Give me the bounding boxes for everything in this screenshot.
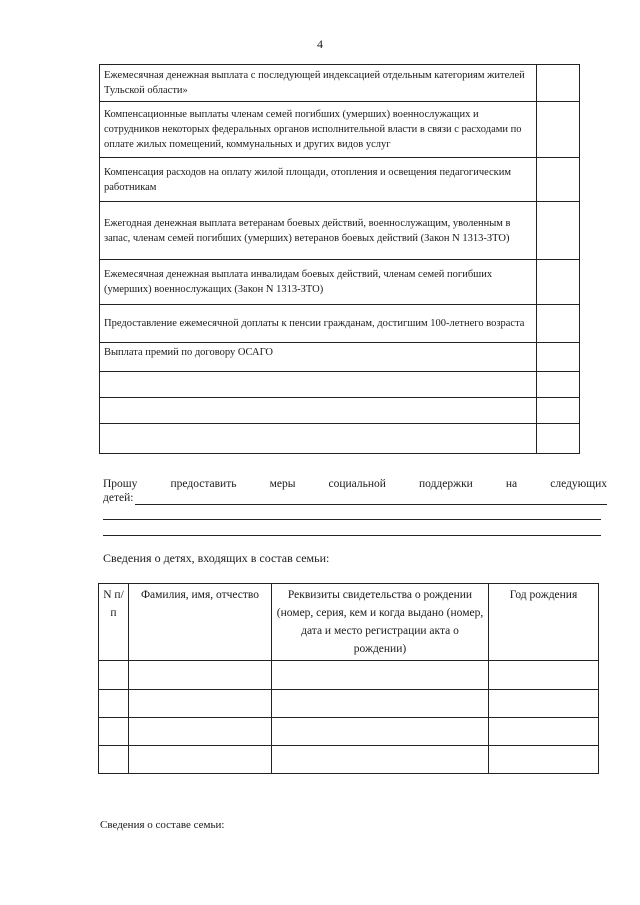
children-fill-line[interactable]: [135, 492, 607, 505]
request-word: на: [505, 478, 518, 490]
benefit-row: [100, 65, 580, 102]
benefit-mark-cell[interactable]: [537, 260, 580, 305]
table-cell[interactable]: [99, 746, 129, 774]
benefit-description: Выплата премий по договору ОСАГО: [100, 343, 537, 372]
request-word: социальной: [328, 478, 386, 490]
benefit-row: [100, 202, 580, 260]
benefit-description: Компенсационные выплаты членам семей погибших (умерших) военнослужащих и сотрудников некоторых федеральных органов исполнительной власти в связи с расходами по оплате жилых помещений, коммунальных и других видов услуг: [100, 102, 537, 158]
request-children-label: детей:: [103, 492, 134, 504]
benefit-row: [100, 424, 580, 454]
benefit-description[interactable]: [100, 398, 537, 424]
table-row: [99, 661, 599, 690]
request-word: меры: [269, 478, 296, 490]
children-heading: Сведения о детях, входящих в состав семьи:: [103, 551, 330, 565]
family-heading: Сведения о составе семьи:: [100, 819, 225, 831]
request-word: поддержки: [419, 478, 473, 490]
table-cell[interactable]: [489, 746, 599, 774]
table-cell[interactable]: [129, 746, 272, 774]
column-header-full-name: Фамилия, имя, отчество: [129, 584, 272, 661]
table-cell[interactable]: [272, 661, 489, 690]
table-cell[interactable]: [99, 690, 129, 718]
benefit-mark-cell[interactable]: [537, 372, 580, 398]
column-header-number: N п/п: [99, 584, 129, 661]
request-paragraph: [103, 478, 607, 505]
benefit-mark-cell[interactable]: [537, 202, 580, 260]
table-row: [99, 746, 599, 774]
request-word: Прошу: [103, 478, 138, 490]
blank-fill-line[interactable]: [103, 519, 601, 520]
children-table: [98, 583, 599, 774]
benefit-mark-cell[interactable]: [537, 343, 580, 372]
page-number: 4: [317, 37, 323, 51]
table-cell[interactable]: [129, 690, 272, 718]
benefit-row: [100, 158, 580, 202]
benefit-row: [100, 343, 580, 372]
table-cell[interactable]: [272, 718, 489, 746]
table-cell[interactable]: [129, 661, 272, 690]
benefit-mark-cell[interactable]: [537, 102, 580, 158]
table-cell[interactable]: [99, 661, 129, 690]
request-line: [103, 492, 607, 505]
benefits-table: [99, 64, 580, 454]
benefit-description: Предоставление ежемесячной доплаты к пенсии гражданам, достигшим 100-летнего возраста: [100, 305, 537, 343]
benefit-mark-cell[interactable]: [537, 398, 580, 424]
benefit-row: [100, 398, 580, 424]
column-header-birth-certificate: Реквизиты свидетельства о рождении (номер, серия, кем и когда выдано (номер, дата и место регистрации акта о рождении): [272, 584, 489, 661]
benefit-row: [100, 305, 580, 343]
request-line: [103, 478, 607, 490]
table-cell[interactable]: [99, 718, 129, 746]
benefit-row: [100, 102, 580, 158]
benefit-row: [100, 372, 580, 398]
benefit-mark-cell[interactable]: [537, 424, 580, 454]
table-cell[interactable]: [272, 746, 489, 774]
table-cell[interactable]: [489, 690, 599, 718]
benefit-description: Ежемесячная денежная выплата инвалидам боевых действий, членам семей погибших (умерших) военнослужащих (Закон N 1313-ЗТО): [100, 260, 537, 305]
column-header-birth-year: Год рождения: [489, 584, 599, 661]
table-cell[interactable]: [129, 718, 272, 746]
benefit-mark-cell[interactable]: [537, 65, 580, 102]
request-word: следующих: [550, 478, 607, 490]
benefit-description[interactable]: [100, 424, 537, 454]
benefit-description: Компенсация расходов на оплату жилой площади, отопления и освещения педагогическим работникам: [100, 158, 537, 202]
table-cell[interactable]: [489, 718, 599, 746]
children-header-row: [99, 584, 599, 661]
benefit-description[interactable]: [100, 372, 537, 398]
table-row: [99, 690, 599, 718]
benefit-mark-cell[interactable]: [537, 305, 580, 343]
benefit-mark-cell[interactable]: [537, 158, 580, 202]
table-row: [99, 718, 599, 746]
benefit-description: Ежемесячная денежная выплата с последующей индексацией отдельным категориям жителей Тульской области»: [100, 65, 537, 102]
request-word: предоставить: [170, 478, 237, 490]
table-cell[interactable]: [489, 661, 599, 690]
table-cell[interactable]: [272, 690, 489, 718]
benefit-row: [100, 260, 580, 305]
benefit-description: Ежегодная денежная выплата ветеранам боевых действий, военнослужащим, уволенным в запас, членам семей погибших (умерших) ветеранов боевых действий (Закон N 1313-ЗТО): [100, 202, 537, 260]
blank-fill-line[interactable]: [103, 535, 601, 536]
